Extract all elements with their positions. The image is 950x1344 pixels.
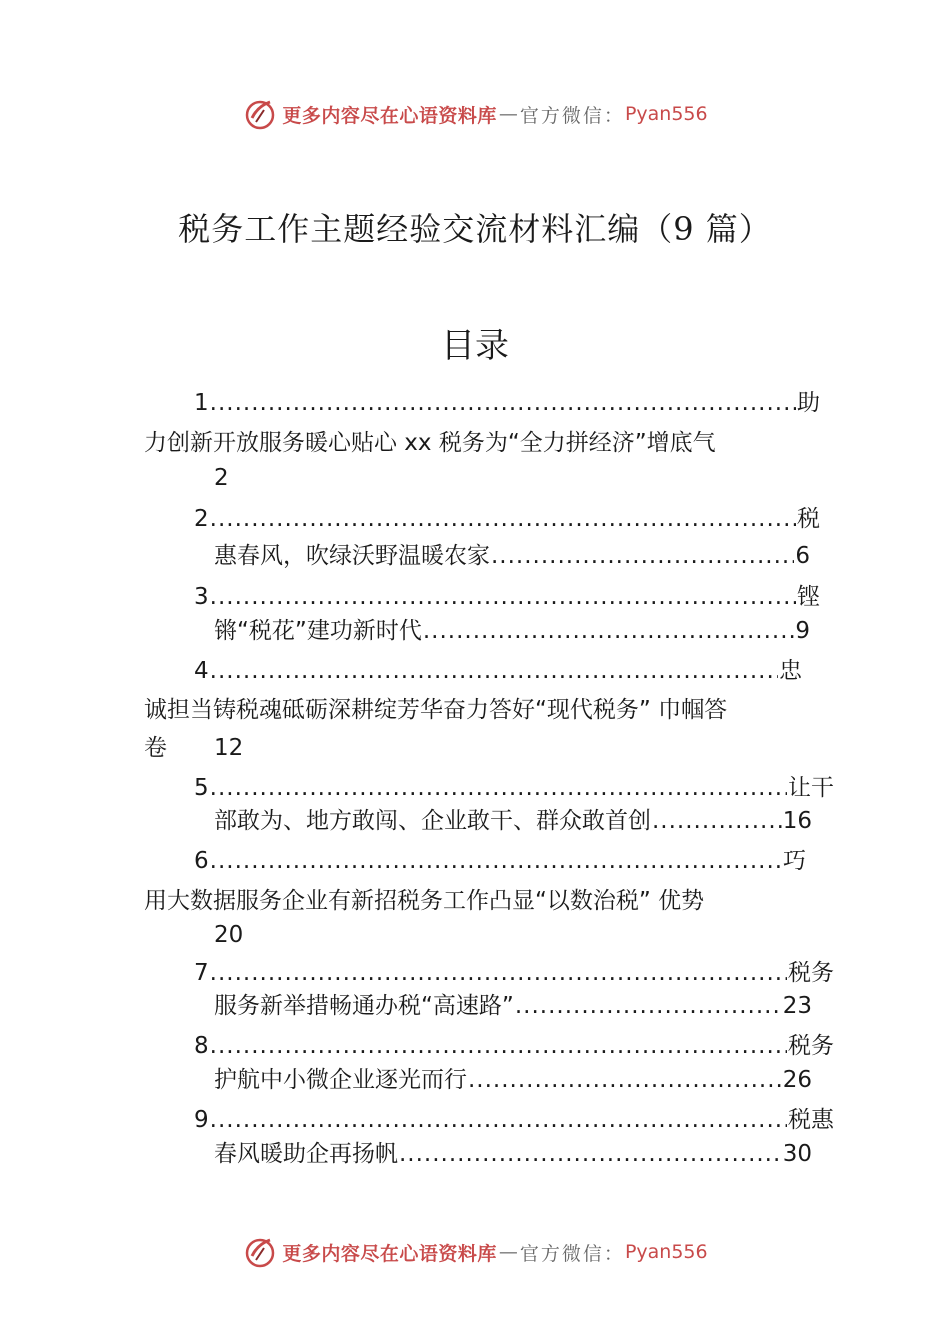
banner-dash: — [498,1241,518,1263]
toc-entry-lead: 税务 [788,1033,834,1059]
logo-icon [242,96,278,132]
toc-entry-page: 30 [782,1141,812,1167]
toc-entry-lead: 助 [797,390,820,416]
dot-leader [652,806,782,836]
document-title: 税务工作主题经验交流材料汇编（9 篇） [178,210,772,248]
toc-entry-number: 5 [194,775,209,801]
dot-leader [210,656,778,686]
toc-entry-text: 惠春风，吹绿沃野温暖农家 [214,543,490,569]
dot-leader [491,541,794,571]
dot-leader [210,846,782,876]
toc-entry-number: 7 [194,960,209,986]
toc-entry-text: 护航中小微企业逐光而行 [214,1067,467,1093]
toc-entry-text-cont[interactable]: 卷 [144,735,167,761]
dot-leader [210,1105,787,1135]
toc-entry-text[interactable]: 用大数据服务企业有新招税务工作凸显“以数治税” 优势 [144,888,705,914]
toc-entry-8-line2[interactable] [214,1065,812,1095]
toc-entry-9-line2[interactable] [214,1139,812,1169]
toc-entry-text: 锵“税花”建功新时代 [214,618,422,644]
toc-entry-page: 12 [214,735,244,761]
dot-leader [210,1031,787,1061]
toc-entry-text[interactable]: 诚担当铸税魂砥砺深耕绽芳华奋力答好“现代税务” 巾帼答 [144,697,728,723]
toc-entry-2[interactable] [194,504,820,534]
toc-entry-lead: 巧 [783,848,806,874]
toc-entry-lead: 忠 [779,658,802,684]
dot-leader [210,958,787,988]
toc-entry-number: 8 [194,1033,209,1059]
toc-entry-lead: 铿 [797,584,820,610]
toc-entry-number: 1 [194,390,209,416]
toc-entry-text: 部敢为、地方敢闯、企业敢干、群众敢首创 [214,808,651,834]
toc-entry-lead: 税务 [788,960,834,986]
toc-entry-5[interactable] [194,773,834,803]
toc-entry-lead: 让干 [788,775,834,801]
dot-leader [210,504,796,534]
toc-entry-text[interactable]: 力创新开放服务暖心贴心 xx 税务为“全力拼经济”增底气 [144,430,716,456]
toc-entry-9[interactable] [194,1105,834,1135]
header-watermark [0,94,950,134]
toc-entry-2-line2[interactable] [214,541,810,571]
toc-entry-text: 服务新举措畅通办税“高速路” [214,993,514,1019]
toc-entry-6[interactable] [194,846,806,876]
toc-entry-lead: 税惠 [788,1107,834,1133]
toc-entry-3-line2[interactable] [214,616,810,646]
toc-entry-number: 4 [194,658,209,684]
toc-entry-4[interactable] [194,656,802,686]
dot-leader [468,1065,782,1095]
toc-entry-page: 2 [214,465,229,491]
footer-watermark [0,1232,950,1272]
toc-heading: 目录 [441,326,509,366]
logo-icon [242,1234,278,1270]
toc-entry-page: 20 [214,922,244,948]
toc-entry-page: 16 [782,808,812,834]
toc-entry-page: 23 [782,993,812,1019]
toc-entry-5-line2[interactable] [214,806,812,836]
toc-entry-text: 春风暖助企再扬帆 [214,1141,398,1167]
toc-entry-number: 2 [194,506,209,532]
toc-entry-1[interactable] [194,388,820,418]
toc-entry-page: 26 [782,1067,812,1093]
banner-dash: — [498,103,518,125]
dot-leader [210,388,796,418]
toc-entry-number: 9 [194,1107,209,1133]
wechat-id: Pyan556 [624,103,708,125]
toc-entry-number: 6 [194,848,209,874]
dot-leader [210,773,787,803]
dot-leader [515,991,782,1021]
toc-entry-page: 9 [795,618,810,644]
toc-entry-7-line2[interactable] [214,991,812,1021]
brand-text: 更多内容尽在心语资料库 [282,104,497,127]
wechat-id: Pyan556 [624,1241,708,1263]
toc-entry-3[interactable] [194,582,820,612]
toc-entry-lead: 税 [797,506,820,532]
toc-entry-8[interactable] [194,1031,834,1061]
toc-entry-page: 6 [795,543,810,569]
toc-entry-7[interactable] [194,958,834,988]
toc-entry-number: 3 [194,584,209,610]
dot-leader [210,582,796,612]
wechat-label: 官方微信： [519,104,625,127]
wechat-label: 官方微信： [519,1242,625,1265]
dot-leader [399,1139,782,1169]
dot-leader [423,616,795,646]
brand-text: 更多内容尽在心语资料库 [282,1242,497,1265]
